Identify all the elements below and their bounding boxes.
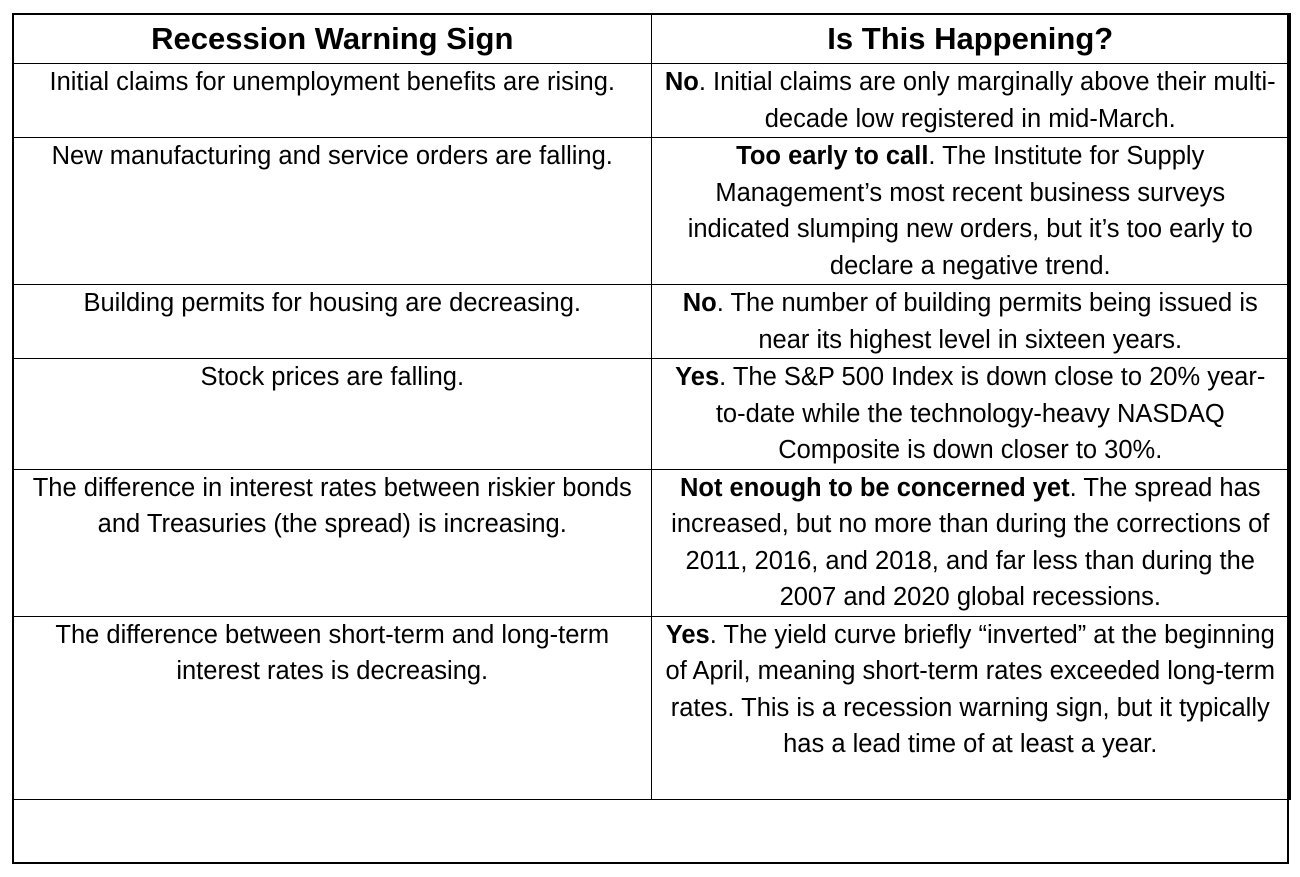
verdict-label: Not enough to be concerned yet — [679, 473, 1070, 502]
warning-sign-cell: New manufacturing and service orders are falling. — [13, 138, 651, 285]
recession-warning-table — [12, 13, 1291, 800]
table-row — [13, 469, 1290, 616]
status-detail: . Initial claims are only marginally above their multi-decade low registered in mid-March. — [698, 68, 1276, 133]
header-row — [13, 14, 1290, 64]
status-detail: . The yield curve briefly “inverted” at the beginning of April, meaning short-term rates exceeded long-term rates. This is a recession warning sign, but it typically has a lead time of at least a year. — [665, 620, 1275, 758]
status-cell — [651, 469, 1290, 616]
table-row — [13, 285, 1290, 359]
status-cell — [651, 359, 1290, 470]
status-cell — [651, 138, 1290, 285]
status-detail: . The spread has increased, but no more than during the corrections of 2011, 2016, and 2018, and far less than during the 2007 and 2020 global recessions. — [671, 473, 1270, 611]
warning-sign-cell: The difference in interest rates between riskier bonds and Treasuries (the spread) is increasing. — [13, 469, 651, 616]
warning-sign-cell: The difference between short-term and long-term interest rates is decreasing. — [13, 616, 651, 799]
verdict-label: No — [682, 289, 717, 317]
header-is-happening: Is This Happening? — [651, 14, 1290, 64]
verdict-label: Too early to call — [736, 142, 929, 170]
warning-sign-cell: Stock prices are falling. — [13, 359, 651, 470]
status-detail: . The Institute for Supply Management’s most recent business surveys indicated slumping new orders, but it’s too early to declare a negative trend. — [687, 142, 1253, 280]
table-row — [13, 64, 1290, 138]
status-cell — [651, 64, 1290, 138]
header-warning-sign: Recession Warning Sign — [13, 14, 651, 64]
table-row — [13, 138, 1290, 285]
table-row — [13, 359, 1290, 470]
status-detail: . The S&P 500 Index is down close to 20% year-to-date while the technology-heavy NASDAQ Composite is down closer to 30%. — [715, 363, 1266, 464]
warning-sign-cell: Building permits for housing are decreasing. — [13, 285, 651, 359]
status-cell — [651, 285, 1290, 359]
verdict-label: Yes — [675, 363, 720, 391]
verdict-label: No — [664, 68, 699, 96]
table-row — [13, 616, 1290, 799]
verdict-label: Yes — [665, 620, 710, 649]
warning-sign-cell: Initial claims for unemployment benefits are rising. — [13, 64, 651, 138]
status-cell — [651, 616, 1290, 799]
status-detail: . The number of building permits being issued is near its highest level in sixteen years. — [716, 289, 1258, 354]
